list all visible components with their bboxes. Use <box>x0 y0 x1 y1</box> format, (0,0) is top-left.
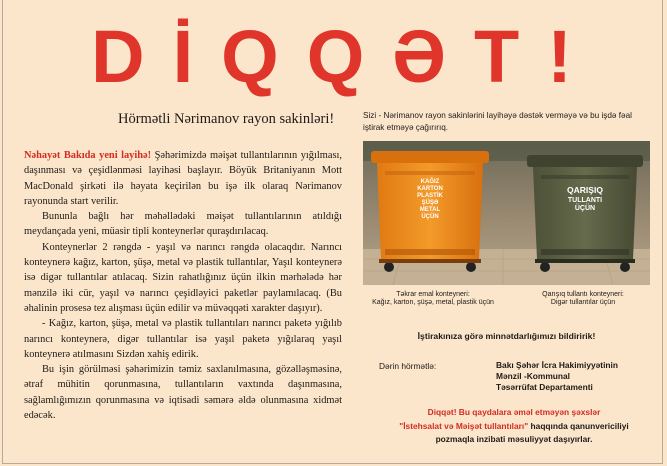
warning-line-1: Diqqət! Bu qaydalara əməl etməyən şəxslər <box>427 407 601 417</box>
green-bin-text-2: TULLANTI <box>567 197 603 204</box>
main-text-column <box>24 148 342 423</box>
paragraph-containers: Bununla bağlı hər məhəllədəki məişət tullantılarının atıldığı meydançada yeni, müasir tipli konteynerlər quraşdırılacaq. <box>24 211 342 238</box>
green-caption <box>516 291 650 307</box>
orange-container <box>371 151 489 272</box>
paragraph-benefits: Bu işin görülməsi şəhərimizin təmiz saxlanılmasına, gözəlləşməsinə, ətraf mühitin qorunmasına, tullantıların vaxtında daşınmasına, sağlamlığımızın qorunmasına və iqtisadi səmərə əldə olunmasına xidmət edəcək. <box>24 364 342 422</box>
orange-bin-text-3: PLASTİK <box>417 193 443 199</box>
orange-bin-text-4: ŞÜŞƏ <box>421 200 439 206</box>
thanks-text: İştirakınıza görə minnətdarlığımızı bildiririk! <box>417 331 596 341</box>
orange-caption-desc: Kağız, karton, şüşə, metal, plastik üçün <box>372 299 494 306</box>
warning-notice <box>388 406 640 447</box>
signature-line-1: Bakı Şəhər İcra Hakimiyyətinin <box>496 360 618 370</box>
orange-bin-text-5: METAL <box>419 207 441 213</box>
paragraph-colors: Konteynerlər 2 rəngdə - yaşıl və narıncı rəngdə olacaqdır. Narıncı konteynerə kağız, karton, şüşə, metal və plastik tullantılar, Yaşıl konteynerə isə digər tullantılar atılacaq. Sizin rahatlığınız üçün ilkin mərhələdə hər mənzilə iki cür, yaşıl və narıncı çeşidləyici paketlər paylamılacaq. (Bu əhalinin prosesə tez alışması üçün edilir və müvəqqəti xarakter daşıyır). <box>24 241 342 314</box>
orange-bin-text-2: KARTON <box>417 186 443 192</box>
green-bin-text-1: QARIŞIQ <box>567 185 603 195</box>
intro-rest: Şəhərimizdə məişət tullantılarının yığılması, daşınması və çeşidlənməsi layihəsi başlayır. Böyük Britaniyanın Mott MacDonald şirkəti ilə həyata keçirilən bu işə ilk olaraq Nərimanov rayonunda start verilir. <box>24 150 342 207</box>
paragraph-request: - Kağız, karton, şüşə, metal və plastik tullantıları narıncı paketə yığılıb narıncı konteynerə, digər tullantılar isə yaşıl paketə yığılaraq yaşıl konteynerə atılmasını Sizdən xahiş edirik. <box>24 318 342 360</box>
paragraph-intro <box>24 148 342 209</box>
green-container <box>527 155 643 272</box>
signature-block <box>496 360 636 393</box>
signature-line-3: Təsərrüfat Departamenti <box>496 382 593 392</box>
containers-photo <box>363 141 650 285</box>
greeting-heading: Hörmətli Nərimanov rayon sakinləri! <box>118 111 335 127</box>
warning-line-2-rest: haqqında qanunvericiliyi <box>528 420 629 431</box>
page-title: DİQQƏT! <box>91 15 600 98</box>
green-caption-desc: Digər tullantılar üçün <box>550 299 616 306</box>
warning-law-name: "İstehsalat və Məişət tullantıları" <box>399 420 529 431</box>
warning-line-2 <box>388 420 640 434</box>
orange-caption-title: Təkrar emal konteyneri: <box>396 291 470 298</box>
intro-highlight: Nəhayət Bakıda yeni layihə! <box>24 150 152 161</box>
warning-line-3: pozmaqla inzibati məsuliyyət daşıyırlar. <box>435 434 593 444</box>
signature-line-2: Mənzil -Kommunal <box>496 371 570 381</box>
invitation-text: Sizi - Nərimanov rayon sakinlərini layihəyə dəstək verməyə və bu işdə fəal iştirak etməyə çağırırıq. <box>363 111 632 132</box>
green-caption-title: Qarışıq tullantı konteyneri: <box>542 291 624 298</box>
orange-bin-text-6: ÜÇÜN <box>421 214 439 220</box>
green-bin-text-3: ÜÇÜN <box>574 205 596 212</box>
orange-caption <box>363 291 503 307</box>
regards-text: Dərin hörmətlə: <box>379 361 437 371</box>
orange-bin-text-1: KAĞIZ <box>420 179 440 185</box>
containers-illustration <box>363 141 650 285</box>
